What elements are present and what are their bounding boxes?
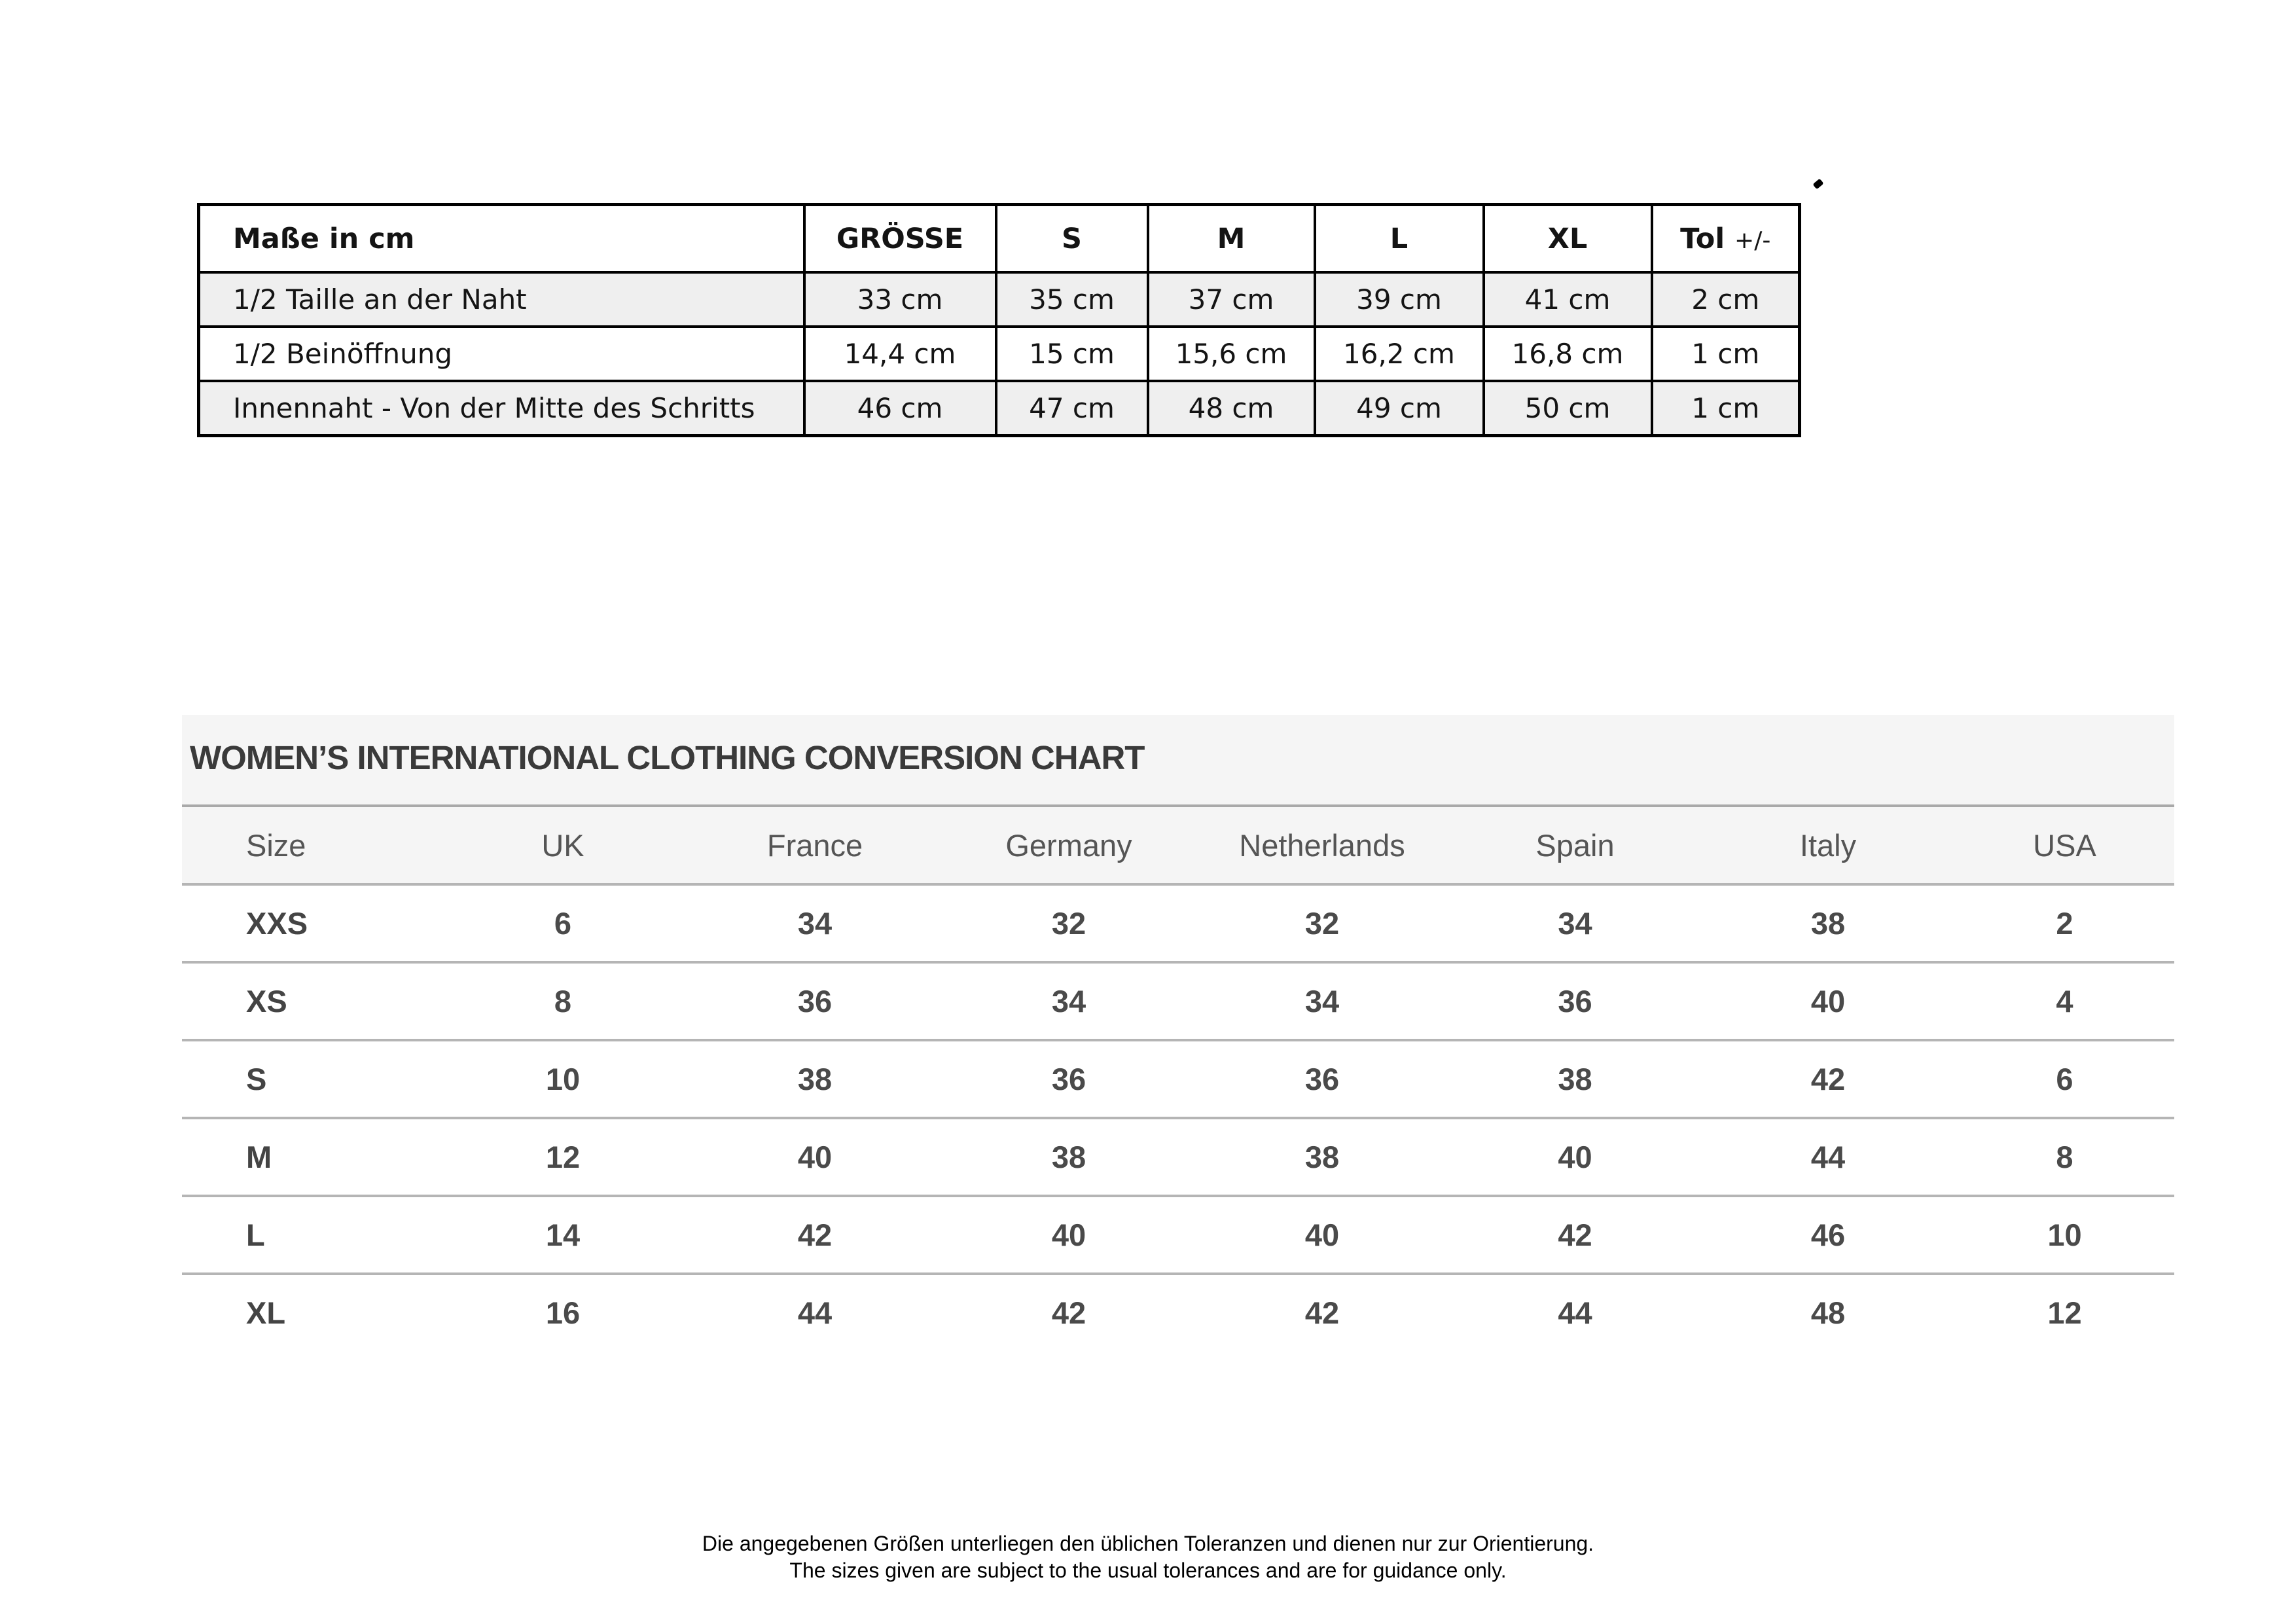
cell-value: 1 cm (1652, 381, 1800, 436)
table-row (182, 884, 2174, 962)
table-cell: 32 (942, 884, 1195, 962)
cell-value: 2 cm (1652, 272, 1800, 327)
col-header: USA (1955, 807, 2174, 884)
table-cell: 44 (1701, 1118, 1955, 1196)
table-cell: 36 (1449, 962, 1701, 1040)
header-tol-label: Tol (1680, 222, 1725, 255)
table-cell: 32 (1195, 884, 1449, 962)
table-cell: 4 (1955, 962, 2174, 1040)
measurement-header-row (199, 205, 1800, 273)
header-xl: XL (1484, 205, 1652, 273)
col-header: France (687, 807, 942, 884)
conversion-header-row (182, 807, 2174, 884)
cell-value: 15 cm (996, 327, 1148, 381)
table-cell: 42 (942, 1274, 1195, 1350)
measurement-row-waist (199, 272, 1800, 327)
table-row (182, 1118, 2174, 1196)
table-row (182, 1274, 2174, 1350)
table-cell: 42 (1701, 1040, 1955, 1118)
col-header: Size (182, 807, 439, 884)
table-cell: 42 (687, 1196, 942, 1274)
table-row (182, 962, 2174, 1040)
table-cell: 6 (439, 884, 687, 962)
table-cell: 40 (687, 1118, 942, 1196)
table-row (182, 1196, 2174, 1274)
measurement-row-inseam (199, 381, 1800, 436)
size-cell: XS (182, 962, 439, 1040)
table-cell: 34 (1449, 884, 1701, 962)
size-cell: M (182, 1118, 439, 1196)
col-header: UK (439, 807, 687, 884)
table-cell: 16 (439, 1274, 687, 1350)
cell-value: 35 cm (996, 272, 1148, 327)
table-cell: 40 (1449, 1118, 1701, 1196)
row-label: 1/2 Beinöffnung (199, 327, 804, 381)
conversion-table (182, 807, 2174, 1350)
header-tolerance (1652, 205, 1800, 273)
table-cell: 10 (439, 1040, 687, 1118)
header-s: S (996, 205, 1148, 273)
measurement-table (197, 203, 1801, 437)
row-label: Innennaht - Von der Mitte des Schritts (199, 381, 804, 436)
cell-value: 41 cm (1484, 272, 1652, 327)
cell-value: 16,8 cm (1484, 327, 1652, 381)
header-tol-suffix: +/- (1734, 226, 1771, 254)
table-cell: 38 (1449, 1040, 1701, 1118)
table-row (182, 1040, 2174, 1118)
table-cell: 8 (439, 962, 687, 1040)
cell-value: 47 cm (996, 381, 1148, 436)
size-cell: XL (182, 1274, 439, 1350)
table-cell: 8 (1955, 1118, 2174, 1196)
footer-note (0, 1530, 2296, 1584)
table-cell: 38 (942, 1118, 1195, 1196)
table-cell: 40 (942, 1196, 1195, 1274)
table-cell: 46 (1701, 1196, 1955, 1274)
table-cell: 44 (687, 1274, 942, 1350)
size-cell: S (182, 1040, 439, 1118)
col-header: Netherlands (1195, 807, 1449, 884)
table-cell: 2 (1955, 884, 2174, 962)
cell-value: 1 cm (1652, 327, 1800, 381)
cell-value: 33 cm (804, 272, 996, 327)
table-cell: 6 (1955, 1040, 2174, 1118)
size-cell: L (182, 1196, 439, 1274)
conversion-title-bar (182, 715, 2174, 807)
header-m: M (1148, 205, 1315, 273)
table-cell: 12 (439, 1118, 687, 1196)
conversion-chart-title: WOMEN’S INTERNATIONAL CLOTHING CONVERSION CHART (190, 739, 1145, 776)
table-cell: 38 (1701, 884, 1955, 962)
col-header: Italy (1701, 807, 1955, 884)
table-cell: 34 (687, 884, 942, 962)
table-cell: 36 (1195, 1040, 1449, 1118)
cell-value: 14,4 cm (804, 327, 996, 381)
table-cell: 34 (942, 962, 1195, 1040)
table-cell: 40 (1701, 962, 1955, 1040)
table-cell: 36 (687, 962, 942, 1040)
header-l: L (1315, 205, 1484, 273)
cell-value: 49 cm (1315, 381, 1484, 436)
footer-line-english: The sizes given are subject to the usual tolerances and are for guidance only. (789, 1559, 1507, 1582)
table-cell: 12 (1955, 1274, 2174, 1350)
table-cell: 38 (687, 1040, 942, 1118)
col-header: Germany (942, 807, 1195, 884)
header-measures: Maße in cm (199, 205, 804, 273)
table-cell: 40 (1195, 1196, 1449, 1274)
table-cell: 36 (942, 1040, 1195, 1118)
table-cell: 44 (1449, 1274, 1701, 1350)
measurement-row-leg-opening (199, 327, 1800, 381)
table-cell: 34 (1195, 962, 1449, 1040)
table-cell: 14 (439, 1196, 687, 1274)
table-cell: 42 (1449, 1196, 1701, 1274)
table-cell: 38 (1195, 1118, 1449, 1196)
cell-value: 15,6 cm (1148, 327, 1315, 381)
cell-value: 50 cm (1484, 381, 1652, 436)
table-cell: 48 (1701, 1274, 1955, 1350)
cell-value: 37 cm (1148, 272, 1315, 327)
cell-value: 46 cm (804, 381, 996, 436)
cell-value: 48 cm (1148, 381, 1315, 436)
conversion-chart (182, 715, 2174, 1350)
size-cell: XXS (182, 884, 439, 962)
footer-line-german: Die angegebenen Größen unterliegen den üblichen Toleranzen und dienen nur zur Orientierung. (702, 1532, 1594, 1555)
header-size: GRÖSSE (804, 205, 996, 273)
row-label: 1/2 Taille an der Naht (199, 272, 804, 327)
cell-value: 39 cm (1315, 272, 1484, 327)
col-header: Spain (1449, 807, 1701, 884)
cell-value: 16,2 cm (1315, 327, 1484, 381)
corner-tick-mark (1812, 179, 1823, 190)
table-cell: 10 (1955, 1196, 2174, 1274)
table-cell: 42 (1195, 1274, 1449, 1350)
